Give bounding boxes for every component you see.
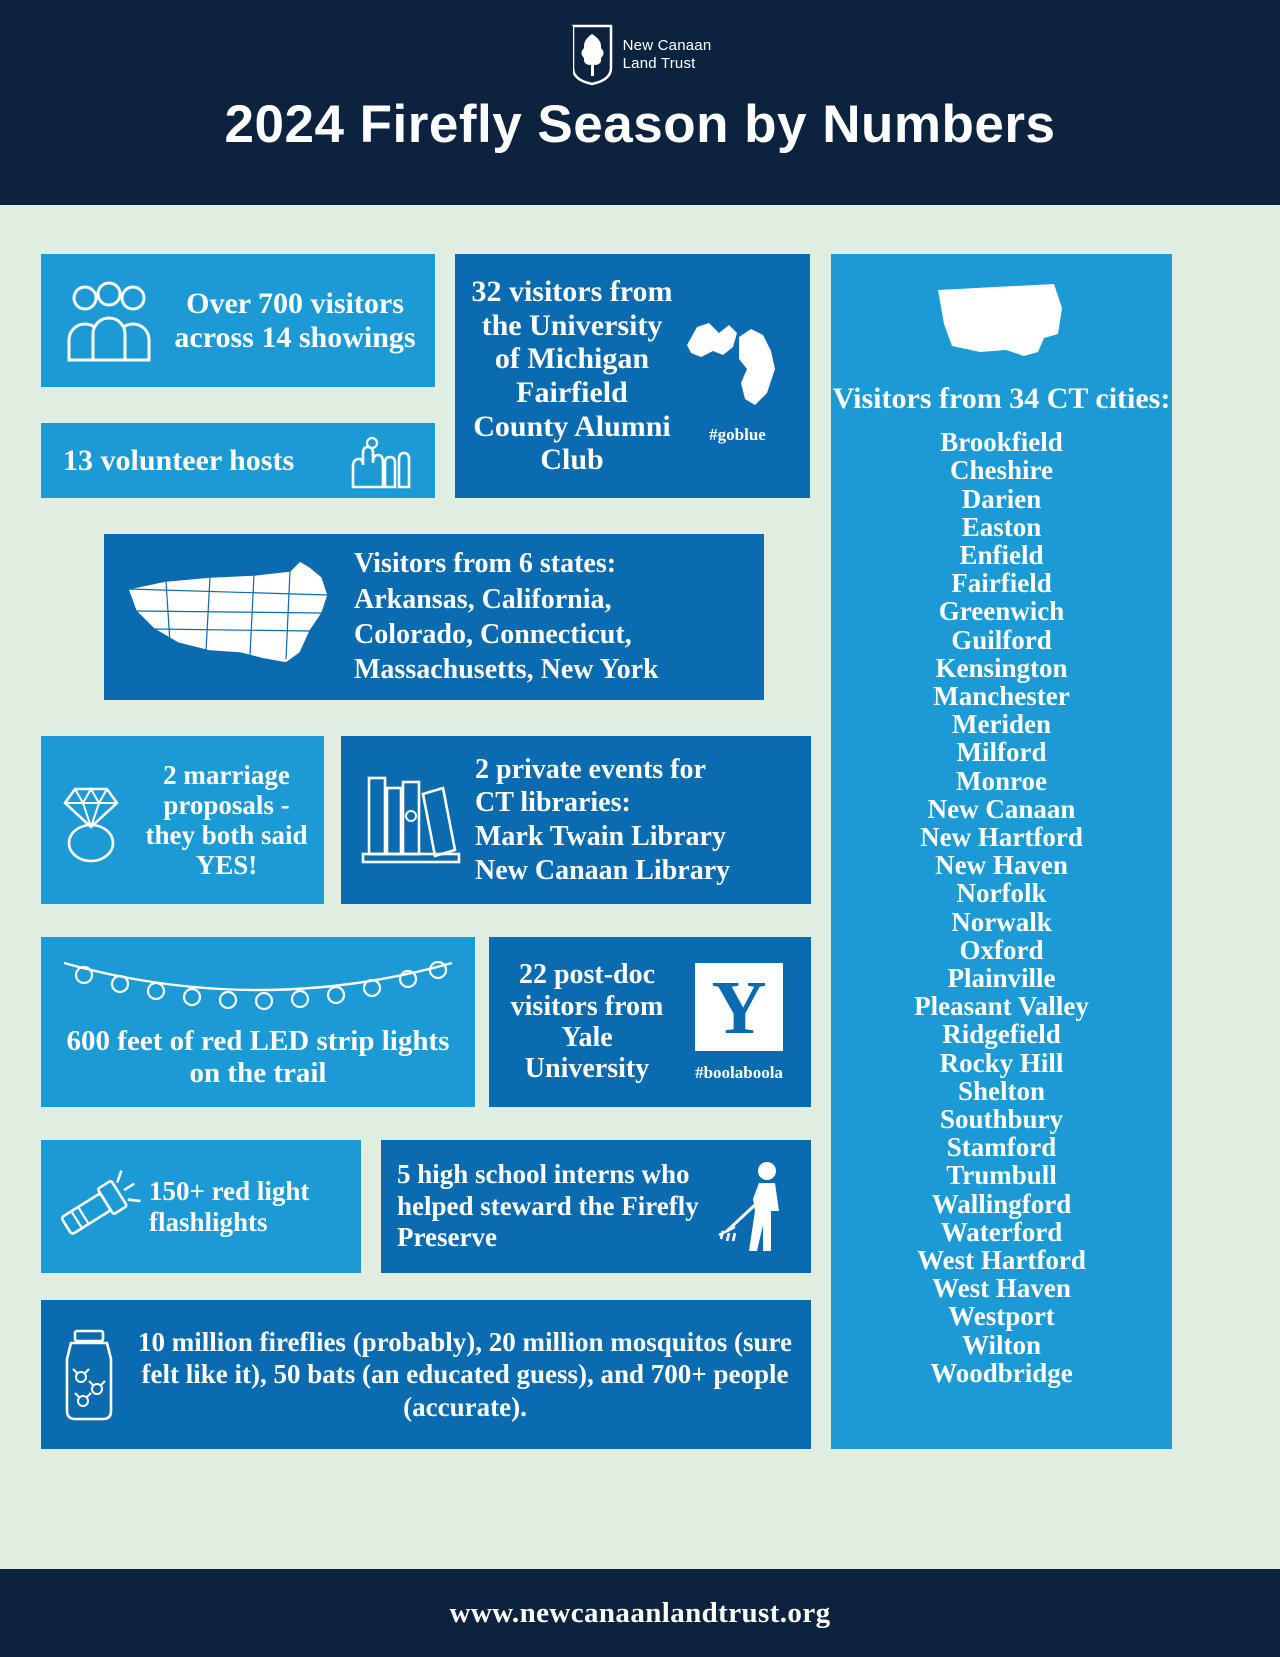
usa-map-icon — [114, 547, 346, 687]
stat-text-interns: 5 high school interns who helped steward the Firefly Preserve — [397, 1158, 699, 1253]
list-item: Woodbridge — [930, 1357, 1073, 1388]
states-line-1: Visitors from 6 states: — [354, 548, 617, 580]
stat-text-michigan: 32 visitors from the University of Michigan Fairfield County Alumni Club — [471, 275, 673, 477]
stat-text-flashlights: 150+ red light flashlights — [149, 1176, 310, 1237]
books-on-shelf-icon — [355, 760, 465, 880]
list-item: Kensington — [935, 652, 1068, 683]
person-with-rake-icon — [713, 1155, 803, 1259]
list-item: Ridgefield — [942, 1019, 1061, 1050]
stat-text-proposals: 2 marriage proposals -they both said YES! — [145, 759, 308, 881]
stat-text-states — [354, 546, 659, 687]
stat-text-yale: 22 post-doc visitors from Yale University — [510, 959, 664, 1085]
stat-card-yale-visitors — [489, 937, 811, 1107]
tree-in-shield-logo-icon — [569, 24, 615, 86]
list-item: Enfield — [959, 540, 1044, 570]
yale-y-logo-icon — [693, 961, 785, 1057]
raised-hands-icon — [341, 433, 419, 489]
libraries-line-2: CT libraries: — [475, 787, 631, 819]
stat-text-volunteer-hosts: 13 volunteer hosts — [63, 443, 295, 477]
flashlight-icon — [51, 1167, 143, 1247]
list-item: Easton — [961, 511, 1042, 542]
list-item: Meriden — [952, 709, 1051, 740]
diamond-ring-icon — [49, 775, 135, 865]
list-item: Stamford — [946, 1132, 1057, 1163]
logo-wordmark — [623, 37, 712, 73]
list-item: Manchester — [933, 681, 1070, 712]
group-of-people-icon — [59, 278, 159, 364]
list-item: Westport — [948, 1301, 1055, 1332]
yale-graphic — [675, 961, 803, 1082]
list-item: Brookfield — [940, 427, 1063, 458]
list-item: West Hartford — [917, 1245, 1086, 1276]
michigan-hashtag: #goblue — [709, 425, 766, 445]
list-item: West Haven — [932, 1273, 1071, 1304]
list-item: Oxford — [959, 934, 1044, 965]
stat-card-flashlights — [41, 1140, 361, 1273]
stat-card-library-events — [341, 736, 811, 904]
states-line-2: Arkansas, California, — [354, 583, 612, 615]
yale-hashtag: #boolaboola — [695, 1063, 783, 1083]
list-item: Trumbull — [946, 1160, 1057, 1191]
stat-text-visitors-showings: Over 700 visitors across 14 showings — [174, 286, 416, 354]
list-item: Norfolk — [956, 878, 1047, 909]
list-item: Guilford — [951, 624, 1052, 655]
stat-card-michigan-alumni — [455, 254, 810, 498]
list-item: Darien — [961, 483, 1042, 514]
michigan-state-map-icon — [679, 307, 797, 419]
page-title: 2024 Firefly Season by Numbers — [224, 95, 1056, 154]
list-item: Norwalk — [951, 906, 1052, 937]
libraries-line-1: 2 private events for — [475, 753, 706, 785]
stat-card-ct-cities — [831, 254, 1172, 1449]
stat-text-libraries — [475, 753, 730, 887]
states-line-3: Colorado, Connecticut, — [354, 619, 632, 650]
list-item: Monroe — [956, 765, 1047, 796]
footer-banner — [0, 1569, 1280, 1657]
libraries-line-3: Mark Twain Library — [475, 821, 726, 852]
list-item: Greenwich — [938, 596, 1065, 627]
stat-card-visitors-showings — [41, 254, 435, 387]
stat-card-estimates — [41, 1300, 811, 1449]
connecticut-state-map-icon — [932, 280, 1072, 366]
list-item: Wallingford — [931, 1188, 1072, 1219]
list-item: Rocky Hill — [939, 1047, 1064, 1078]
list-item: Cheshire — [949, 455, 1053, 486]
svg-text:Y: Y — [711, 966, 767, 1051]
stat-card-led-lights — [41, 937, 475, 1107]
stat-card-states — [104, 534, 764, 700]
list-item: Pleasant Valley — [914, 991, 1089, 1022]
ct-cities-list — [914, 428, 1089, 1387]
stat-card-interns — [381, 1140, 811, 1273]
list-item: Wilton — [961, 1329, 1041, 1360]
libraries-line-4: New Canaan Library — [475, 854, 731, 886]
header-banner — [0, 0, 1280, 205]
stat-text-led: 600 feet of red LED strip lights on the trail — [66, 1024, 450, 1089]
logo — [569, 24, 712, 86]
stat-text-estimates: 10 million fireflies (probably), 20 million mosquitos (sure felt like it), 50 bats (an educated guess), and 700+ people (accurate). — [137, 1326, 793, 1422]
ct-cities-heading: Visitors from 34 CT cities: — [832, 382, 1171, 415]
michigan-graphic — [675, 307, 800, 444]
list-item: New Hartford — [920, 822, 1083, 853]
website-url[interactable]: www.newcanaanlandtrust.org — [449, 1596, 831, 1629]
list-item: Waterford — [940, 1216, 1063, 1247]
list-item: New Canaan — [927, 793, 1076, 824]
logo-line-1: New Canaan — [622, 37, 712, 54]
stat-card-volunteer-hosts — [41, 423, 435, 498]
list-item: Southbury — [939, 1104, 1064, 1135]
states-line-4: Massachusetts, New York — [354, 654, 659, 686]
list-item: Plainville — [947, 963, 1056, 994]
logo-line-2: Land Trust — [622, 55, 696, 72]
list-item: Shelton — [957, 1075, 1045, 1106]
string-lights-icon — [58, 955, 458, 1011]
stat-card-marriage-proposals — [41, 736, 324, 904]
list-item: Fairfield — [951, 568, 1052, 599]
list-item: Milford — [956, 737, 1047, 768]
list-item: New Haven — [935, 850, 1068, 881]
firefly-jar-icon — [53, 1323, 125, 1427]
